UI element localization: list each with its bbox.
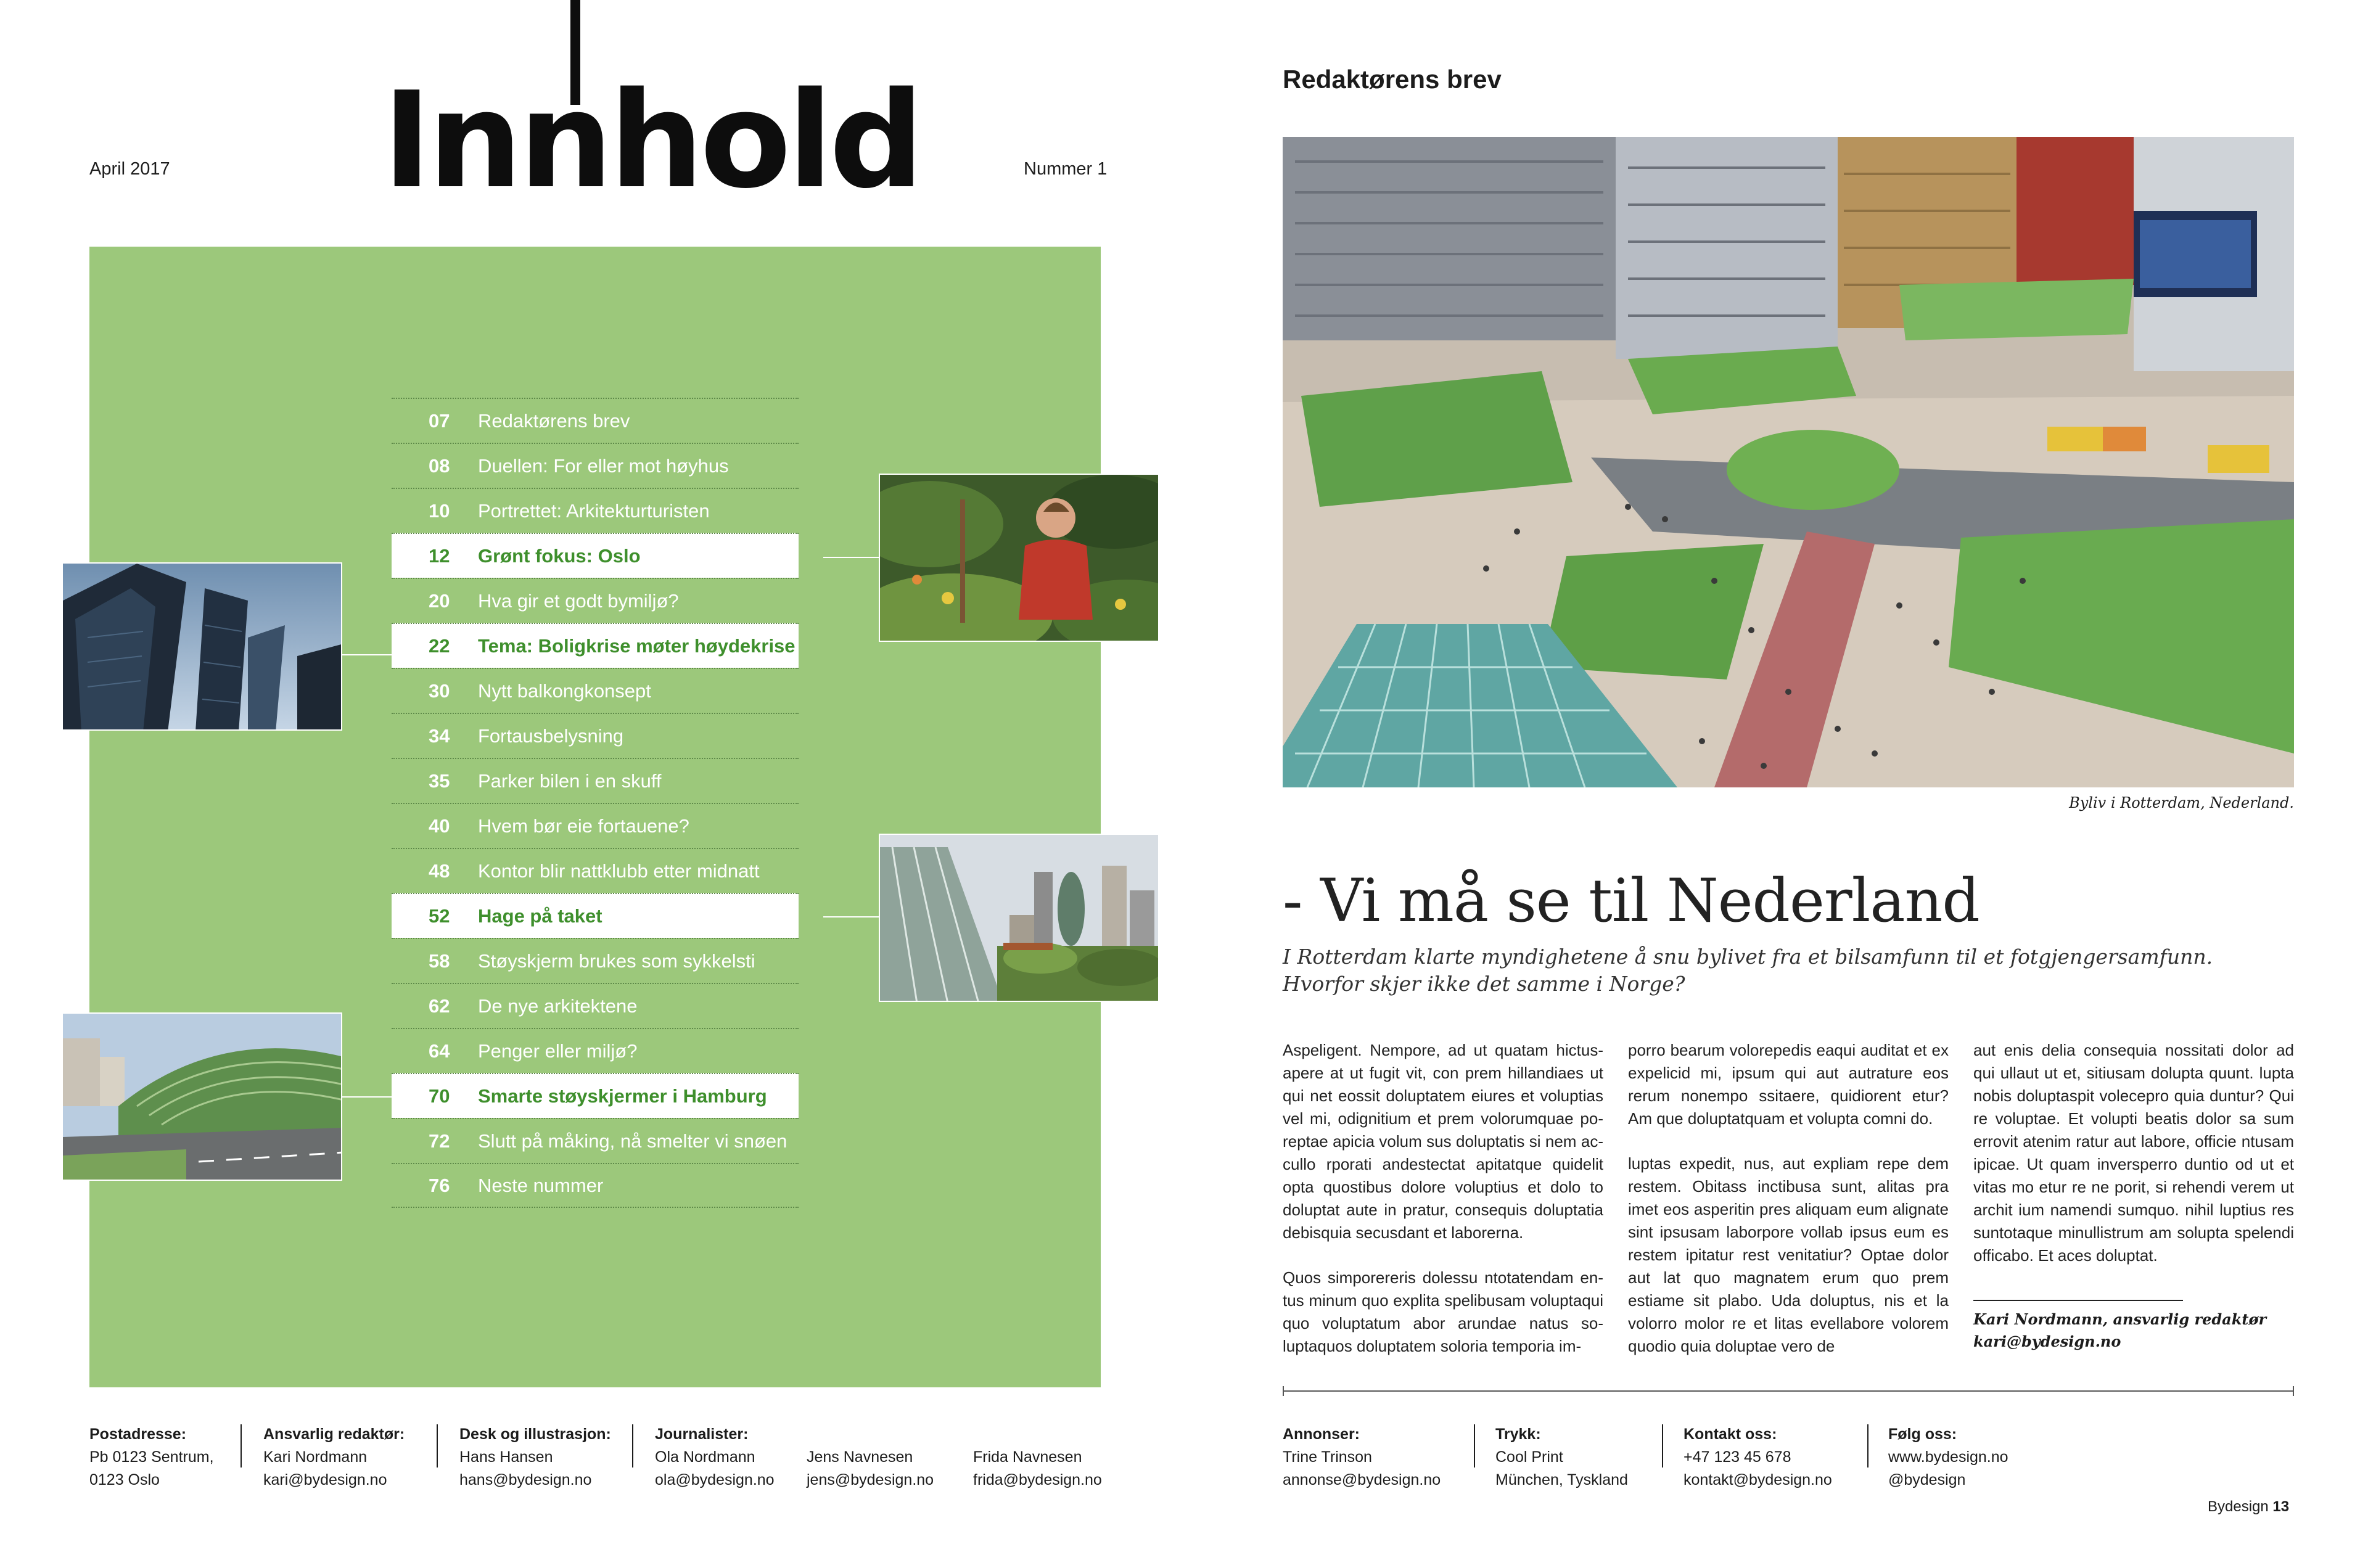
- toc-entry[interactable]: [392, 803, 799, 848]
- toc-page-number: 58: [429, 950, 450, 972]
- article-standfirst: I Rotterdam klarte myndighetene å snu bylivet fra et bilsamfunn til et fotgjengersamfunn. Hvorfor skjer ikke det samme i Norge?: [1283, 945, 2213, 996]
- toc-title: Fortausbelysning: [478, 724, 624, 747]
- photo-connector: [823, 916, 879, 917]
- toc-title: Penger eller miljø?: [478, 1040, 638, 1062]
- toc-entry[interactable]: [392, 533, 799, 578]
- journalist-email-link[interactable]: frida@bydesign.no: [973, 1471, 1102, 1488]
- toc-page-number: 64: [429, 1040, 450, 1062]
- ads-email-link[interactable]: annonse@bydesign.no: [1283, 1471, 1441, 1488]
- article-column-2: porro bearum volorepedis eaqui auditat et ex expelicid mi, ipsum qui aut autrature eos rerum nonempo ssitaere, quidiorent etur? Am que doluptatquam et volupta comni do. luptas expedit, nus, aut expliam repe dem restem. Obitass inctibusa sunt, alitas pra imet eos asperitin pres aliquam eum alignate sint ipsusam laborpore vollab ipsus eum es restem ipitatur rest venitatiur? Optae dolor aut lat quo magnatem erum quo prem estiame sit plabo. Uda doluptus, nis et la volorro molor re et litas evellabore volorem quodio quia doluptae vero de: [1628, 1041, 1949, 1355]
- toc-entry[interactable]: [392, 668, 799, 713]
- footer-divider: [632, 1424, 633, 1467]
- magazine-name: Bydesign: [2208, 1498, 2269, 1515]
- toc-page-number: 10: [429, 499, 450, 522]
- photo-caption: Byliv i Rotterdam, Nederland.: [2069, 794, 2294, 811]
- issue-number: Nummer 1: [1024, 159, 1108, 179]
- page-title: Innhold: [382, 63, 921, 218]
- footer-journalist: Frida Navnesen frida@bydesign.no: [973, 1446, 1102, 1492]
- editor-email-link[interactable]: kari@bydesign.no: [263, 1471, 387, 1488]
- footer-contact: Kontakt oss: +47 123 45 678 kontakt@bydesign.no: [1684, 1423, 1832, 1492]
- skyscrapers-photo: [62, 562, 342, 731]
- photo-connector: [342, 1096, 392, 1098]
- toc-page-number: 35: [429, 770, 450, 792]
- signature-rule: [1973, 1300, 2183, 1301]
- toc-page-number: 22: [429, 634, 450, 657]
- journalist-email-link[interactable]: ola@bydesign.no: [655, 1471, 775, 1488]
- table-of-contents: [392, 398, 799, 1208]
- journalist-email-link[interactable]: jens@bydesign.no: [807, 1471, 934, 1488]
- toc-page-number: 07: [429, 409, 450, 432]
- toc-entry[interactable]: [392, 398, 799, 443]
- toc-page-number: 70: [429, 1085, 450, 1107]
- signature-email-link[interactable]: kari@bydesign.no: [1973, 1332, 2121, 1350]
- toc-title: Duellen: For eller mot høyhus: [478, 454, 729, 477]
- website-link[interactable]: www.bydesign.no: [1888, 1448, 2008, 1466]
- toc-entry[interactable]: [392, 1118, 799, 1163]
- toc-page-number: 72: [429, 1130, 450, 1152]
- issue-date: April 2017: [89, 159, 170, 179]
- toc-page-number: 08: [429, 454, 450, 477]
- toc-title: Kontor blir nattklubb etter midnatt: [478, 860, 760, 882]
- toc-page-number: 48: [429, 860, 450, 882]
- footer-ads: Annonser: Trine Trinson annonse@bydesign.no: [1283, 1423, 1441, 1492]
- toc-entry[interactable]: [392, 488, 799, 533]
- toc-entry[interactable]: [392, 713, 799, 758]
- toc-page-number: 76: [429, 1174, 450, 1196]
- toc-title: Hage på taket: [478, 905, 602, 927]
- toc-title: Smarte støyskjermer i Hamburg: [478, 1085, 767, 1107]
- footer-rule-cap: [2293, 1386, 2294, 1396]
- article-column-1: Aspeligent. Nempore, ad ut quatam hictusapere at ut fugit vit, con prem hillandiaes ut qui net eossit doluptatem eiures et voluptias vel mi, odignitium et prem volorumquae poreptae apicia volum sus doluptatis si nem accullo rporati andestectat apitatque quidelit opta quostibus dolore voluptius et dolo to doluptat aute in pratur, consequis doluptatia debisquia secusdant et laborerna. Quos simporereris dolessu ntotatendam entus minum quo explita spelibusam voluptaqui quo voluptatum abor arundae natus soluptaquos doluptatem soloria temporia im-: [1283, 1041, 1603, 1355]
- toc-title: Hvem bør eie fortauene?: [478, 815, 689, 837]
- desk-email-link[interactable]: hans@bydesign.no: [459, 1471, 592, 1488]
- footer-divider: [240, 1424, 242, 1467]
- rooftop-garden-photo: [879, 834, 1159, 1002]
- toc-title: Tema: Boligkrise møter høydekrise: [478, 634, 796, 657]
- toc-title: Neste nummer: [478, 1174, 604, 1196]
- toc-page-number: 20: [429, 589, 450, 612]
- toc-title: Slutt på måking, nå smelter vi snøen: [478, 1130, 787, 1152]
- footer-divider: [437, 1424, 438, 1467]
- toc-entry[interactable]: [392, 1028, 799, 1073]
- toc-title: Hva gir et godt bymiljø?: [478, 589, 679, 612]
- footer-journalists: Journalister: Ola Nordmann ola@bydesign.no: [655, 1423, 775, 1492]
- toc-title: Parker bilen i en skuff: [478, 770, 662, 792]
- footer-follow: Følg oss: www.bydesign.no @bydesign: [1888, 1423, 2008, 1492]
- toc-entry[interactable]: [392, 1073, 799, 1118]
- section-kicker: Redaktørens brev: [1283, 65, 1502, 94]
- toc-title: Nytt balkongkonsept: [478, 679, 651, 702]
- social-handle-link[interactable]: @bydesign: [1888, 1471, 1966, 1488]
- footer-divider: [1867, 1424, 1868, 1467]
- toc-entry[interactable]: [392, 848, 799, 893]
- footer-editor: Ansvarlig redaktør: Kari Nordmann kari@bydesign.no: [263, 1423, 405, 1492]
- footer-rule-cap: [1283, 1386, 1284, 1396]
- toc-entry[interactable]: [392, 623, 799, 668]
- noise-barrier-photo: [62, 1012, 342, 1181]
- toc-page-number: 52: [429, 905, 450, 927]
- toc-title: Grønt fokus: Oslo: [478, 544, 641, 567]
- toc-page-number: 30: [429, 679, 450, 702]
- toc-page-number: 40: [429, 815, 450, 837]
- footer-print: Trykk: Cool Print München, Tyskland: [1495, 1426, 1628, 1488]
- toc-page-number: 62: [429, 995, 450, 1017]
- toc-entry[interactable]: [392, 983, 799, 1028]
- toc-entry[interactable]: [392, 1163, 799, 1208]
- contact-email-link[interactable]: kontakt@bydesign.no: [1684, 1471, 1832, 1488]
- gardener-portrait-photo: [879, 474, 1159, 642]
- footer-rule: [1283, 1390, 2294, 1392]
- toc-page-number: 34: [429, 724, 450, 747]
- toc-title: De nye arkitektene: [478, 995, 638, 1017]
- footer-divider: [1662, 1424, 1663, 1467]
- footer-divider: [1474, 1424, 1475, 1467]
- photo-connector: [342, 654, 392, 655]
- toc-entry[interactable]: [392, 443, 799, 488]
- page-folio: [2208, 1498, 2289, 1516]
- photo-connector: [823, 557, 879, 558]
- phone-link[interactable]: +47 123 45 678: [1684, 1448, 1791, 1466]
- toc-page-number: 12: [429, 544, 450, 567]
- footer-address: Postadresse: Pb 0123 Sentrum, 0123 Oslo: [89, 1426, 214, 1488]
- toc-title: Portrettet: Arkitekturturisten: [478, 499, 710, 522]
- toc-title: Støyskjerm brukes som sykkelsti: [478, 950, 755, 972]
- page-number: 13: [2272, 1498, 2290, 1515]
- footer-journalist: Jens Navnesen jens@bydesign.no: [807, 1446, 934, 1492]
- toc-entry[interactable]: [392, 938, 799, 983]
- article-headline: - Vi må se til Nederland: [1283, 866, 1980, 935]
- editor-signature: Kari Nordmann, ansvarlig redaktør kari@bydesign.no: [1973, 1308, 2266, 1353]
- toc-entry[interactable]: [392, 893, 799, 938]
- toc-title: Redaktørens brev: [478, 409, 630, 432]
- toc-entry[interactable]: [392, 578, 799, 623]
- rotterdam-hero-photo: [1283, 137, 2294, 787]
- article-column-3: aut enis delia consequia nossitati dolor ad qui ullaut ut et, sitiusam dolupta quunt. lupta nobis doluptaspit volecepro quia duntur? Qui re voluptae. Et volupti beatis dolor sa sum errovit atenim ratur aut labore, officie ntusam ipicae. Ut quam inversperro duntio od ut et vitas mo etur re ne porit, si rehendi verem ut archit ium namendi sumquo. nihil luptius res suntotaque minullistrum am solupta spelendi officabo. Et aces doluptat.: [1973, 1041, 2294, 1265]
- toc-entry[interactable]: [392, 758, 799, 803]
- footer-desk: Desk og illustrasjon: Hans Hansen hans@bydesign.no: [459, 1423, 611, 1492]
